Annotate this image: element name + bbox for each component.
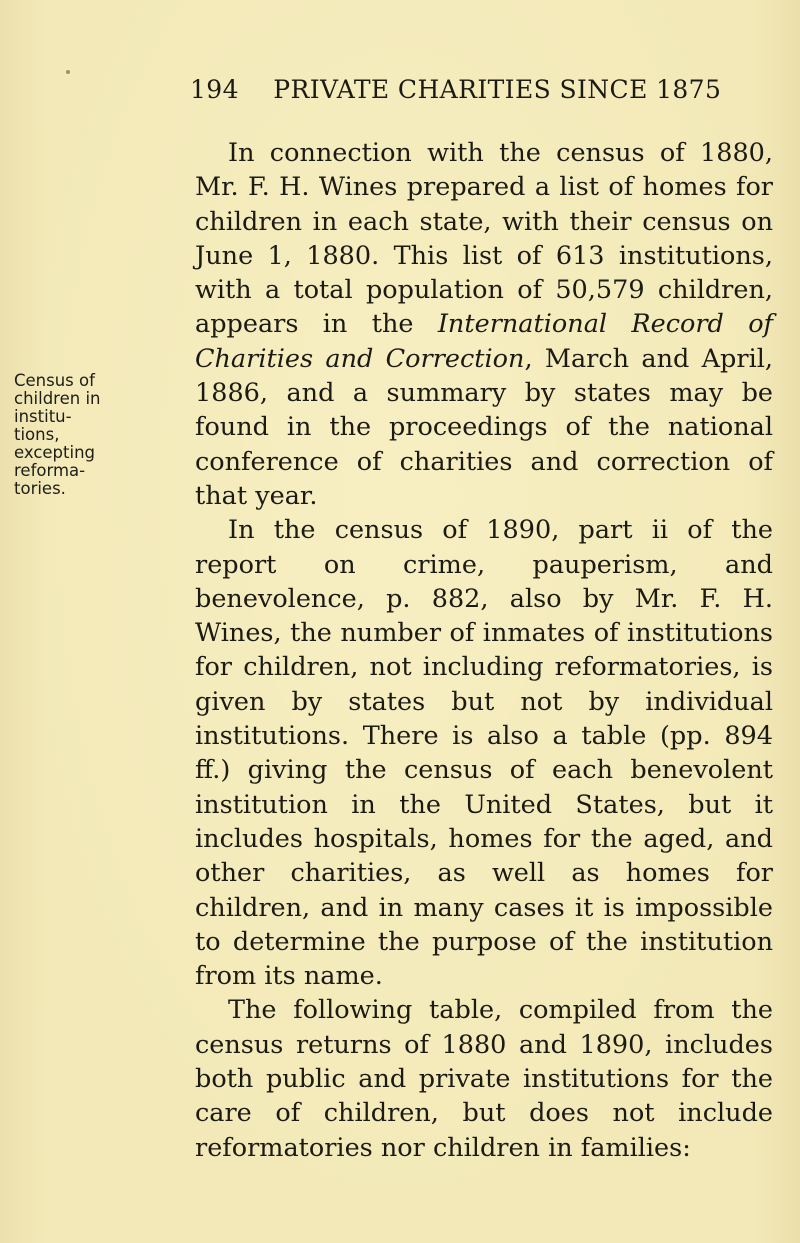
margin-note-line: reforma- bbox=[14, 461, 86, 480]
page-blemish bbox=[66, 70, 70, 74]
running-header bbox=[190, 75, 790, 104]
publication-title: International Record of Charities and Correction bbox=[195, 309, 773, 374]
margin-note-line: Census of bbox=[14, 371, 95, 390]
paragraph-census-1880 bbox=[195, 136, 773, 513]
paragraph-table-intro: The following table, compiled from the census returns of 1880 and 1890, includes both public and private institutions for the care of children, but does not include reformatories nor children in families: bbox=[195, 995, 773, 1163]
margin-note bbox=[14, 372, 129, 498]
margin-note-line: excepting bbox=[14, 443, 96, 462]
paragraph-text: In connection with the census of 1880, Mr. F. H. Wines prepared a list of homes for children in each state, with their census on June 1, 1880. This list of 613 institutions, with a total population of 50,579 children, appears in the bbox=[195, 138, 773, 340]
margin-note-line: tions, bbox=[14, 425, 60, 444]
margin-note-line: children in bbox=[14, 389, 101, 408]
running-title: PRIVATE CHARITIES SINCE 1875 bbox=[273, 75, 722, 104]
paragraph-text: , March and April, 1886, and a summary by states may be found in the proceedings of the national conference of charities and correction of that year. bbox=[195, 343, 773, 511]
paragraph-census-1890: In the census of 1890, part ii of the report on crime, pauperism, and benevolence, p. 882, also by Mr. F. H. Wines, the number of inmates of institutions for children, not including reformatories, is given by states but not by individual institutions. There is also a table (pp. 894 ff.) giving the census of each benevolent institution in the United States, but it includes hospitals, homes for the aged, and other charities, as well as homes for children, and in many cases it is impossible to determine the purpose of the institution from its name. bbox=[195, 515, 773, 992]
margin-note-line: tories. bbox=[14, 479, 66, 498]
page-number: 194 bbox=[190, 75, 239, 104]
body-text bbox=[195, 136, 773, 1165]
margin-note-line: institu- bbox=[14, 407, 72, 426]
